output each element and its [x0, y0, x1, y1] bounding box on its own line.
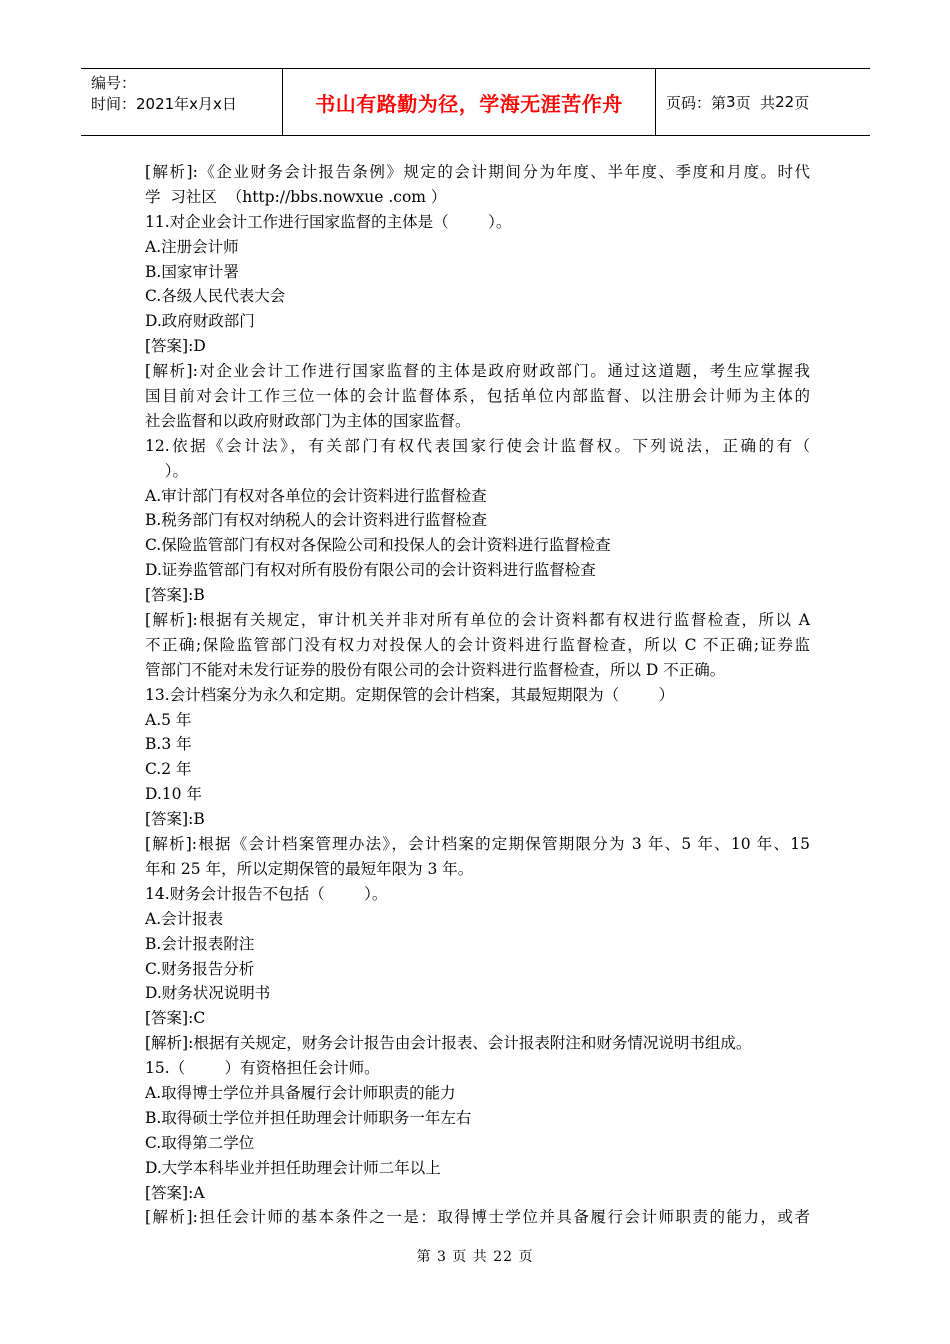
page-suffix: 页	[794, 93, 810, 112]
text-line: 社会监督和以政府财政部门为主体的国家监督。	[145, 411, 471, 430]
text-line: A.取得博士学位并具备履行会计师职责的能力	[145, 1083, 456, 1102]
text-line: 管部门不能对未发行证券的股份有限公司的会计资料进行监督检查，所以 D 不正确。	[145, 660, 726, 679]
text-line: [解析]:对企业会计工作进行国家监督的主体是政府财政部门。通过这道题，考生应掌握我	[145, 362, 810, 381]
text-line: 13.会计档案分为永久和定期。定期保管的会计档案，其最短期限为（ ）	[145, 685, 675, 704]
footer-prefix: 第	[416, 1249, 437, 1265]
text-line: [答案]:B	[145, 586, 205, 605]
text-line: 11.对企业会计工作进行国家监督的主体是（ ）。	[145, 212, 512, 231]
text-line: ）。	[145, 461, 188, 480]
header-motto-cell	[283, 69, 656, 135]
document-date-label: 时间：2021年x月x日	[91, 95, 237, 113]
text-line: 学 习社区 （http://bbs.nowxue .com ）	[145, 187, 447, 206]
text-line: B.税务部门有权对纳税人的会计资料进行监督检查	[145, 511, 487, 530]
text-line: 14.财务会计报告不包括（ ）。	[145, 884, 388, 903]
text-line: [解析]:根据有关规定，财务会计报告由会计报表、会计报表附注和财务情况说明书组成。	[145, 1034, 752, 1053]
page-number: 3	[726, 93, 736, 111]
text-line: C.各级人民代表大会	[145, 287, 286, 306]
text-line: B.会计报表附注	[145, 934, 255, 953]
text-line: B.取得硕士学位并担任助理会计师职务一年左右	[145, 1108, 472, 1127]
text-line: [答案]:B	[145, 810, 205, 829]
header-page-cell	[656, 69, 870, 135]
text-line: [解析]:担任会计师的基本条件之一是：取得博士学位并具备履行会计师职责的能力，或者	[145, 1208, 810, 1227]
document-number-label: 编号：	[91, 74, 137, 92]
text-line: 12.依据《会计法》，有关部门有权代表国家行使会计监督权。下列说法，正确的有（	[145, 436, 810, 455]
header-motto: 书山有路勤为径，学海无涯苦作舟	[315, 91, 623, 116]
page-mid: 页 共	[735, 93, 776, 112]
page-header	[81, 68, 870, 136]
text-line: D.财务状况说明书	[145, 984, 271, 1003]
text-line: C.保险监管部门有权对各保险公司和投保人的会计资料进行监督检查	[145, 536, 611, 555]
text-line: A.审计部门有权对各单位的会计资料进行监督检查	[145, 486, 487, 505]
text-line: B.国家审计署	[145, 262, 239, 281]
page-prefix: 页码：第	[666, 93, 727, 112]
footer-suffix: 页	[513, 1249, 534, 1265]
text-line: A.注册会计师	[145, 237, 239, 256]
text-line: C.财务报告分析	[145, 959, 255, 978]
text-line: A.5 年	[145, 710, 192, 729]
text-line: 15.（ ）有资格担任会计师。	[145, 1059, 380, 1078]
text-line: D.政府财政部门	[145, 312, 255, 331]
text-line: [解析]:《企业财务会计报告条例》规定的会计期间分为年度、半年度、季度和月度。时代	[145, 163, 810, 181]
text-line: D.10 年	[145, 785, 202, 804]
text-line: [解析]:根据有关规定，审计机关并非对所有单位的会计资料都有权进行监督检查，所以 A	[145, 611, 810, 630]
text-line: [答案]:A	[145, 1183, 205, 1202]
text-line: 国目前对会计工作三位一体的会计监督体系，包括单位内部监督、以注册会计师为主体的	[145, 387, 810, 406]
text-line: C.2 年	[145, 760, 192, 779]
text-line: 不正确;保险监管部门没有权力对投保人的会计资料进行监督检查，所以 C 不正确;证券监	[145, 635, 810, 654]
text-line: [解析]:根据《会计档案管理办法》，会计档案的定期保管期限分为 3 年、5 年、10 年、15	[145, 835, 810, 854]
document-body	[145, 160, 810, 1230]
footer-page-total: 22	[493, 1249, 514, 1265]
page-total: 22	[775, 93, 795, 111]
text-line: A.会计报表	[145, 909, 224, 928]
footer-page-number: 3	[436, 1249, 447, 1265]
footer-mid: 页 共	[446, 1249, 494, 1265]
header-left-cell	[81, 69, 283, 135]
text-line: B.3 年	[145, 735, 192, 754]
text-line: [答案]:D	[145, 337, 206, 356]
page-footer	[0, 1246, 950, 1266]
text-line: D.大学本科毕业并担任助理会计师二年以上	[145, 1158, 441, 1177]
text-line: C.取得第二学位	[145, 1133, 255, 1152]
text-line: 年和 25 年，所以定期保管的最短年限为 3 年。	[145, 859, 474, 878]
text-line: [答案]:C	[145, 1009, 206, 1028]
text-line: D.证券监管部门有权对所有股份有限公司的会计资料进行监督检查	[145, 561, 596, 580]
